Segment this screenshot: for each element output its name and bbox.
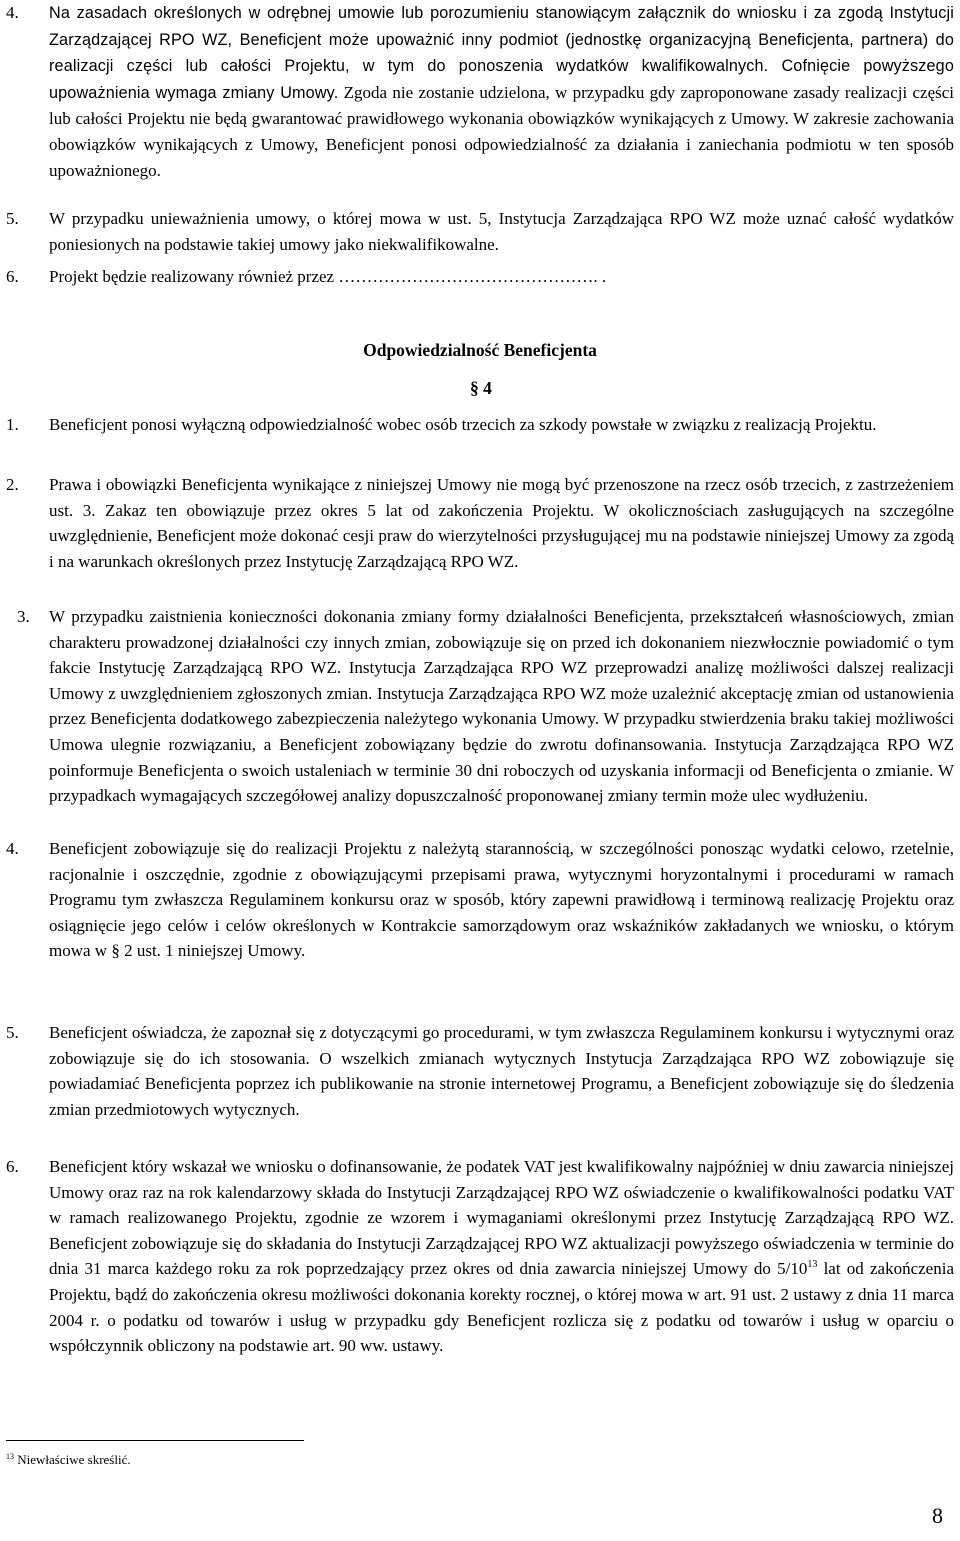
item-number: 3. (17, 607, 30, 626)
footnote-number: 13 (6, 1452, 14, 1461)
item-number: 1. (6, 415, 19, 434)
footnote-text: Niewłaściwe skreślić. (14, 1452, 131, 1467)
list-item (6, 264, 954, 290)
item-number: 5. (6, 1023, 19, 1042)
section-item (6, 1020, 954, 1122)
section-item (6, 412, 954, 438)
section-heading: Odpowiedzialność Beneficjenta (363, 340, 597, 360)
item-text: Beneficjent ponosi wyłączną odpowiedzialność wobec osób trzecich za szkody powstałe w związku z realizacją Projektu. (49, 415, 877, 434)
section-item (6, 472, 954, 574)
item-text: W przypadku zaistnienia konieczności dokonania zmiany formy działalności Beneficjenta, przekształceń własnościowych, zmian charakteru prowadzonej działalności czy innych zmian, zobowiązuje się on przed ich dokonaniem niezwłocznie powiadomić o tym fakcie Instytucję Zarządzającą RPO WZ. Instytucja Zarządzająca RPO WZ przeprowadzi analizę możliwości dalszej realizacji Umowy z uwzględnieniem zgłoszonych zmian. Instytucja Zarządzająca RPO WZ może uzależnić akceptację zmian od ustanowienia przez Beneficjenta dodatkowego zabezpieczenia należytego wykonania Umowy. W przypadku stwierdzenia braku takiej możliwości Umowa ulegnie rozwiązaniu, a Beneficjent zobowiązany będzie do zwrotu dofinansowania. Instytucja Zarządzająca RPO WZ poinformuje Beneficjenta o swoich ustaleniach w terminie 30 dni roboczych od uzyskania informacji od Beneficjenta o zmianie. W przypadkach wymagających szczegółowej analizy dopuszczalność proponowanej zmiany termin może ulec wydłużeniu. (49, 607, 954, 806)
item-text: W przypadku unieważnienia umowy, o której mowa w ust. 5, Instytucja Zarządzająca RPO WZ może uznać całość wydatków poniesionych na podstawie takiej umowy jako niekwalifikowalne. (49, 209, 954, 254)
footnote-ref: 13 (807, 1259, 818, 1271)
item-text: Beneficjent zobowiązuje się do realizacji Projektu z należytą starannością, w szczególności ponosząc wydatki celowo, rzetelnie, racjonalnie i oszczędnie, zgodnie z obowiązującymi przepisami prawa, wytycznymi horyzontalnymi i procedurami w ramach Programu tym zwłaszcza Regulaminem konkursu oraz w sposób, który zapewni prawidłową i terminową realizację Projektu oraz osiągnięcie jego celów i celów określonych w Kontrakcie samorządowym oraz wskaźników zakładanych we wniosku, o którym mowa w § 2 ust. 1 niniejszej Umowy. (49, 839, 954, 961)
item-text: Projekt będzie realizowany również przez ………………………………………. . (49, 267, 607, 286)
section-number: § 4 (470, 378, 492, 398)
list-item (6, 0, 954, 183)
item-number: 4. (6, 3, 19, 22)
page-number: 8 (932, 1503, 943, 1528)
item-number: 2. (6, 475, 19, 494)
item-number: 4. (6, 839, 19, 858)
footnote-divider (6, 1440, 304, 1441)
item-text: Beneficjent który wskazał we wniosku o dofinansowanie, że podatek VAT jest kwalifikowalny najpóźniej w dniu zawarcia niniejszej Umowy oraz raz na rok kalendarzowy składa do Instytucji Zarządzającej RPO WZ oświadczenie o kwalifikowalności podatku VAT w ramach realizowanego Projektu, zgodnie ze wzorem i wymaganiami określonymi przez Instytucję Zarządzającą RPO WZ. Beneficjent zobowiązuje się do składania do Instytucji Zarządzającej RPO WZ aktualizacji powyższego oświadczenia w terminie do dnia 31 marca każdego roku za rok poprzedzający przez okres od dnia zawarcia niniejszej Umowy do 5/10 (49, 1157, 954, 1279)
item-number: 5. (6, 209, 19, 228)
item-number: 6. (6, 1157, 19, 1176)
item-number: 6. (6, 267, 19, 286)
item-text-continued: lat od zakończenia Projektu, bądź do zakończenia okresu możliwości dokonania korekty rocznej, o której mowa w art. 91 ust. 2 ustawy z dnia 11 marca 2004 r. o podatku od towarów i usług w przypadku gdy Beneficjent rozlicza się z podatku od towarów i usług w oparciu o współczynnik obliczony na podstawie art. 90 ww. ustawy. (49, 1259, 954, 1356)
footnote (6, 1452, 131, 1468)
item-text: Beneficjent oświadcza, że zapoznał się z dotyczącymi go procedurami, w tym zwłaszcza Regulaminem konkursu i wytycznymi oraz zobowiązuje się do ich stosowania. O wszelkich zmianach wytycznych Instytucja Zarządzająca RPO WZ zobowiązuje się powiadamiać Beneficjenta poprzez ich publikowanie na stronie internetowej Programu, a Beneficjent zobowiązuje się do śledzenia zmian przedmiotowych wytycznych. (49, 1023, 954, 1119)
item-text-sans: Na zasadach określonych w odrębnej umowie lub porozumieniu stanowiącym załącznik do wniosku i za zgodą Instytucji Zarządzającej RPO WZ, Beneficjent może upoważnić inny podmiot (jednostkę organizacyjną Beneficjenta, partnera) do realizacji części lub całości Projektu, w tym do ponoszenia wydatków kwalifikowalnych. Cofnięcie powyższego upoważnienia wymaga zmiany Umowy. (49, 4, 954, 102)
section-item (6, 836, 954, 964)
section-item (6, 604, 954, 809)
item-text: Prawa i obowiązki Beneficjenta wynikające z niniejszej Umowy nie mogą być przenoszone na rzecz osób trzecich, z zastrzeżeniem ust. 3. Zakaz ten obowiązuje przez okres 5 lat od zakończenia Projektu. W okolicznościach zasługujących na szczególne uwzględnienie, Beneficjent może dokonać cesji praw do wierzytelności przysługującej mu na podstawie niniejszej Umowy za zgodą i na warunkach określonych przez Instytucję Zarządzającą RPO WZ. (49, 475, 954, 571)
item-text: Zgoda nie zostanie udzielona, w przypadku gdy zaproponowane zasady realizacji części lub całości Projektu nie będą gwarantować prawidłowego wykonania obowiązków wynikających z Umowy. W zakresie zachowania obowiązków wynikających z Umowy, Beneficjent ponosi odpowiedzialność za działania i zaniechania podmiotu w ten sposób upoważnionego. (49, 82, 954, 180)
list-item (6, 206, 954, 257)
section-item (6, 1154, 954, 1359)
